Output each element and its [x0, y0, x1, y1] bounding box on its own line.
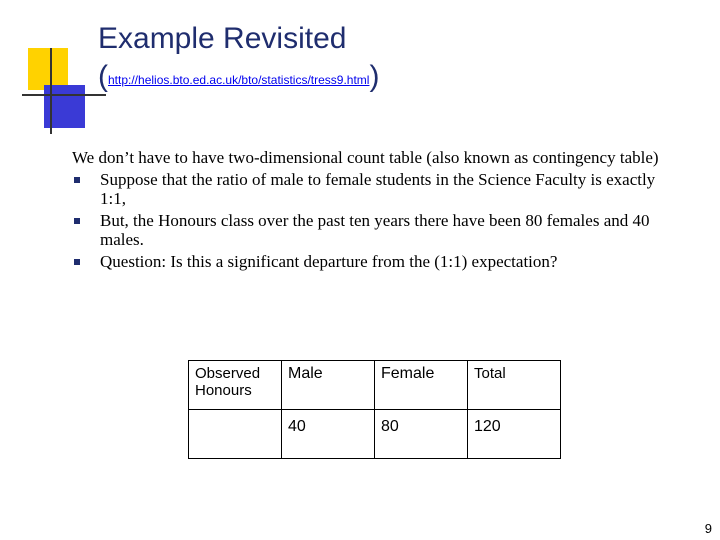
square-bullet-icon [74, 177, 80, 183]
open-paren: ( [98, 60, 108, 93]
cell-total: 120 [468, 410, 561, 459]
source-link[interactable]: http://helios.bto.ed.ac.uk/bto/statistics/tress9.html [108, 73, 370, 87]
header-male: Male [282, 361, 375, 410]
header-total: Total [468, 361, 561, 410]
bullet-list [72, 170, 672, 271]
cell-female: 80 [375, 410, 468, 459]
bullet-text: Suppose that the ratio of male to female students in the Science Faculty is exactly 1:1, [100, 170, 656, 208]
corner-cell [189, 361, 282, 410]
square-bullet-icon [74, 259, 80, 265]
slide-body [72, 148, 672, 274]
header-female: Female [375, 361, 468, 410]
corner-line1: Observed [195, 365, 261, 382]
table-row [189, 410, 561, 459]
bullet-item [72, 252, 672, 271]
source-line [98, 60, 379, 94]
square-bullet-icon [74, 218, 80, 224]
cell-male: 40 [282, 410, 375, 459]
table-header-row [189, 361, 561, 410]
close-paren: ) [369, 60, 380, 93]
bullet-text: Question: Is this a significant departure from the (1:1) expectation? [100, 252, 558, 271]
count-table [188, 360, 561, 459]
decor-horizontal-line [22, 94, 106, 96]
decor-yellow-square [28, 48, 68, 90]
slide-title: Example Revisited [98, 22, 347, 55]
corner-line2: Honours [195, 382, 252, 399]
bullet-item [72, 170, 672, 208]
row-label [189, 410, 282, 459]
page-number: 9 [704, 521, 712, 536]
bullet-text: But, the Honours class over the past ten years there have been 80 females and 40 males. [100, 211, 650, 249]
decor-vertical-line [50, 48, 52, 134]
bullet-item [72, 211, 672, 249]
intro-text: We don’t have to have two-dimensional count table (also known as contingency table) [72, 148, 659, 167]
